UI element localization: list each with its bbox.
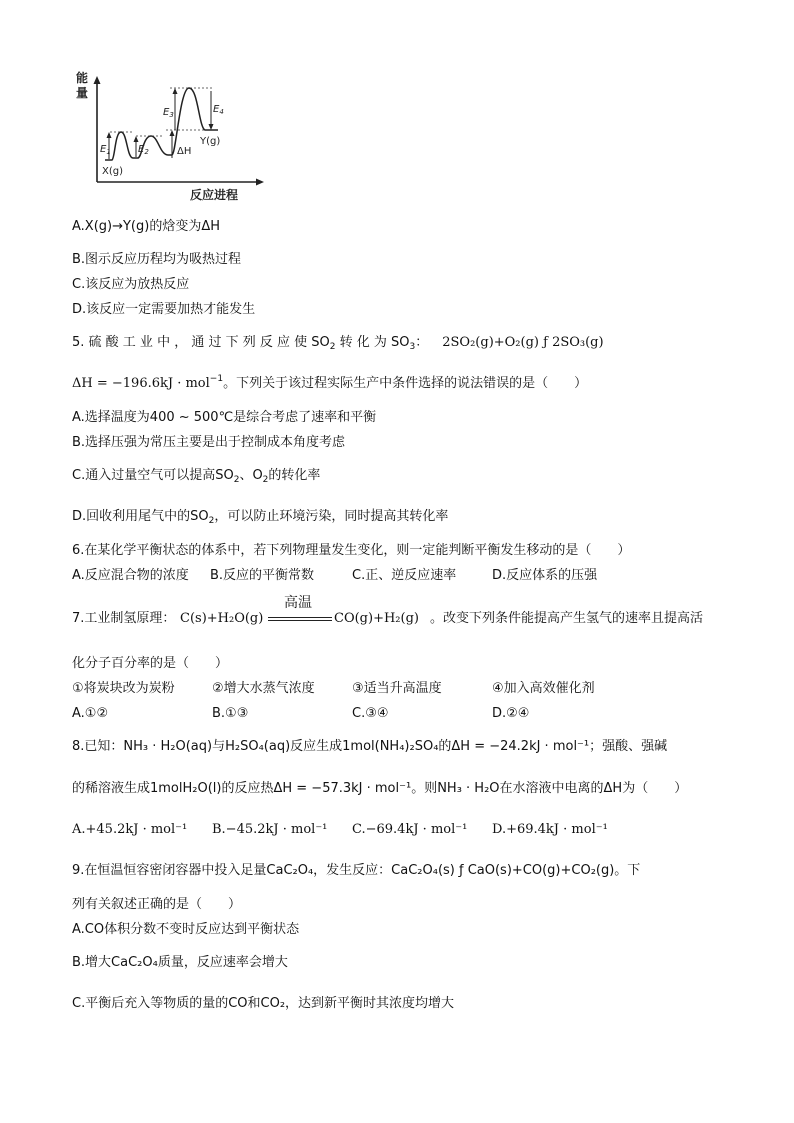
- q5-option-b: B.选择压强为常压主要是出于控制成本角度考虑: [72, 435, 346, 450]
- label-e3: $E_3$: [163, 107, 174, 119]
- arrow-e2-head: [134, 136, 139, 142]
- q6-options: [72, 567, 722, 585]
- q7-condition-4: ④加入高效催化剂: [492, 681, 595, 696]
- q5-equation: 2SO₂(g)+O₂(g) ƒ 2SO₃(g): [442, 335, 604, 350]
- label-dh: ΔH: [177, 146, 192, 157]
- q5-stem-line1: 5. 硫 酸 工 业 中 ， 通 过 下 列 反 应 使 $SO_2$ 转 化 为 $SO_3$： 2SO₂(g)+O₂(g) ƒ 2SO₃(g): [72, 335, 604, 352]
- arrow-e4-head: [209, 124, 214, 130]
- q8-option-b: B.−45.2kJ · mol⁻¹: [212, 822, 328, 837]
- q7-condition-3: ③适当升高温度: [352, 681, 442, 696]
- q7-condition: 高温: [284, 595, 312, 611]
- q7-equals-sign: [268, 617, 332, 621]
- label-e4: $E_4$: [213, 104, 224, 116]
- q4-option-d: D.该反应一定需要加热才能发生: [72, 302, 256, 317]
- q7-option-d: D.②④: [492, 706, 530, 721]
- arrow-e3-head: [173, 88, 178, 94]
- q4-option-a: A.X(g)→Y(g)的焓变为ΔH: [72, 219, 220, 234]
- q5-option-a: A.选择温度为400 ~ 500℃是综合考虑了速率和平衡: [72, 410, 377, 425]
- label-x-g: X(g): [102, 166, 124, 177]
- q7-options: [72, 705, 722, 723]
- q9-stem-line2: 列有关叙述正确的是（ ）: [72, 897, 242, 912]
- q7-option-a: A.①②: [72, 706, 109, 721]
- q7-stem-line2: 化分子百分率的是（ ）: [72, 656, 229, 671]
- energy-diagram: [72, 60, 272, 205]
- q4-option-c: C.该反应为放热反应: [72, 277, 190, 292]
- q4-option-b: B.图示反应历程均为吸热过程: [72, 252, 242, 267]
- arrow-dh-head: [170, 130, 175, 136]
- q8-option-d: D.+69.4kJ · mol⁻¹: [492, 822, 608, 837]
- q7-option-b: B.①③: [212, 706, 249, 721]
- y-axis-arrow: [94, 76, 101, 84]
- q5-stem-line2: ΔH = −196.6kJ · mol$^{-1}$。下列关于该过程实际生产中条件选择的说法错误的是（ ）: [72, 374, 588, 391]
- arrow-e1-head: [107, 132, 112, 138]
- q9-option-a: A.CO体积分数不变时反应达到平衡状态: [72, 922, 300, 937]
- y-axis-label-2: 量: [76, 86, 89, 100]
- q7-condition-1: ①将炭块改为炭粉: [72, 681, 175, 696]
- q8-stem-line2: 的稀溶液生成1molH₂O(l)的反应热ΔH = −57.3kJ · mol⁻¹。则NH₃ · H₂O在水溶液中电离的ΔH为（ ）: [72, 781, 688, 796]
- q9-option-c: C.平衡后充入等物质的量的CO和CO₂，达到新平衡时其浓度均增大: [72, 996, 455, 1011]
- y-axis-label-1: 能: [76, 71, 89, 85]
- label-y-g: Y(g): [200, 136, 221, 147]
- q7-condition-2: ②增大水蒸气浓度: [212, 681, 315, 696]
- q8-options: [72, 821, 722, 839]
- x-axis-arrow: [256, 179, 264, 186]
- q6-option-b: B.反应的平衡常数: [210, 568, 315, 583]
- q8-option-a: A.+45.2kJ · mol⁻¹: [72, 822, 188, 837]
- q7-option-c: C.③④: [352, 706, 389, 721]
- q9-option-b: B.增大CaC₂O₄质量，反应速率会增大: [72, 955, 288, 970]
- q8-stem-line1: 8.已知：NH₃ · H₂O(aq)与H₂SO₄(aq)反应生成1mol(NH₄)₂SO₄的ΔH = −24.2kJ · mol⁻¹；强酸、强碱: [72, 739, 668, 754]
- q7-conditions: [72, 680, 722, 698]
- q6-option-c: C.正、逆反应速率: [352, 568, 457, 583]
- x-axis-label: 反应进程: [190, 188, 239, 202]
- q5-option-d: D.回收利用尾气中的$SO_2$，可以防止环境污染，同时提高其转化率: [72, 509, 449, 526]
- q6-option-a: A.反应混合物的浓度: [72, 568, 189, 583]
- label-e2: $E_2$: [138, 144, 149, 156]
- q8-option-c: C.−69.4kJ · mol⁻¹: [352, 822, 468, 837]
- q9-stem-line1: 9.在恒温恒容密闭容器中投入足量CaC₂O₄，发生反应：CaC₂O₄(s) ƒ CaO(s)+CO(g)+CO₂(g)。下: [72, 863, 641, 878]
- q6-option-d: D.反应体系的压强: [492, 568, 598, 583]
- label-e1: $E_1$: [100, 144, 111, 156]
- q6-stem: 6.在某化学平衡状态的体系中，若下列物理量发生变化，则一定能判断平衡发生移动的是（ ）: [72, 543, 631, 558]
- q5-option-c: C.通入过量空气可以提高$SO_2$、$O_2$的转化率: [72, 468, 321, 485]
